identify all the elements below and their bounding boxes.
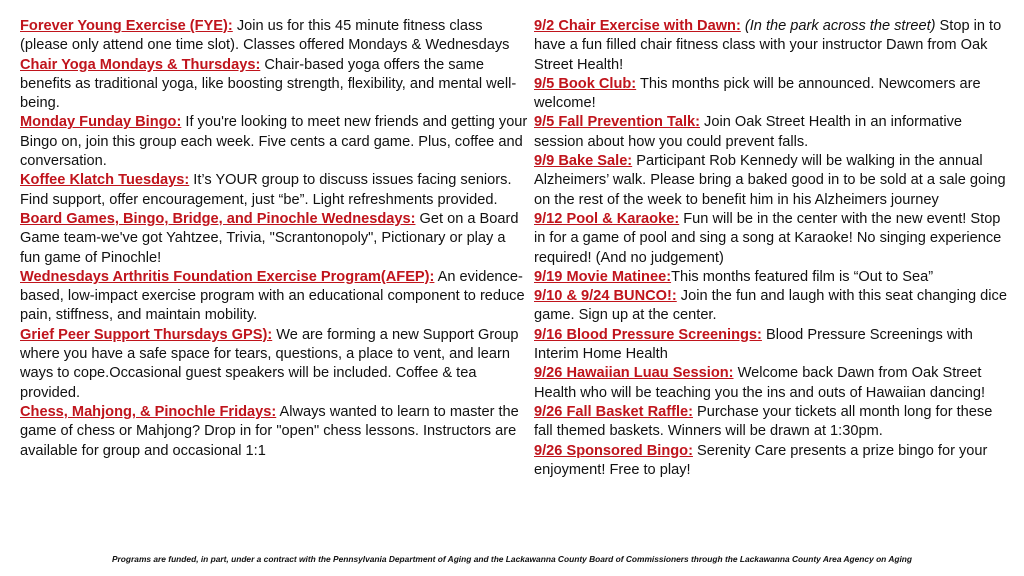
program-description: Chair-based yoga offers the same benefits as traditional yoga, like boosting strength, flexibility, and mental well-being. (20, 56, 517, 112)
event-description: Participant Rob Kennedy will be walking in the annual Alzheimers’ walk. Please bring a baked good in to be sold at a sale going on the rest of the week to benefit him in his Alzheimers journey (534, 153, 1006, 208)
event-title: 9/9 Bake Sale: (534, 153, 633, 170)
event-description: Join Oak Street Health in an informative session about how you could prevent falls. (534, 114, 963, 150)
event-chair-exercise (534, 17, 1012, 75)
event-description: Purchase your tickets all month long for these fall themed baskets. Winners will be drawn at 1:30pm. (534, 403, 993, 440)
program-title: Grief Peer Support Thursdays GPS): (20, 326, 273, 343)
program-chess-mahjong (20, 403, 528, 461)
event-description: Stop in to have a fun filled chair fitness class with your instructor Dawn from Oak Street Health! (534, 18, 1002, 73)
event-bunco (534, 287, 1012, 326)
event-hawaiian-luau (534, 364, 1012, 403)
event-title: 9/26 Hawaiian Luau Session: (534, 365, 734, 382)
program-description: An evidence-based, low-impact exercise program with an educational component to reduce pain, stiffness, and maintain mobility. (20, 268, 525, 324)
program-title: Chair Yoga Mondays & Thursdays: (20, 56, 261, 73)
event-bake-sale (534, 152, 1012, 210)
event-fall-basket-raffle (534, 403, 1012, 442)
program-title: Forever Young Exercise (FYE): (20, 18, 233, 34)
program-description: Get on a Board Game team-we've got Yahtzee, Trivia, "Scrantonopoly", Pictionary or play a fun game of Pinochle! (20, 210, 519, 266)
event-fall-prevention-talk (534, 113, 1012, 152)
event-description: This months featured film is “Out to Sea” (671, 268, 934, 285)
program-arthritis-exercise (20, 268, 528, 326)
program-description: Join us for this 45 minute fitness class (please only attend one time slot). Classes offered Mondays & Wednesdays (20, 18, 510, 54)
event-title: 9/16 Blood Pressure Screenings: (534, 326, 762, 343)
event-description: Join the fun and laugh with this seat changing dice game. Sign up at the center. (534, 288, 1007, 324)
program-grief-peer-support (20, 326, 528, 403)
event-title: 9/26 Fall Basket Raffle: (534, 403, 693, 420)
program-description: It’s YOUR group to discuss issues facing seniors. Find support, offer encouragement, just “be”. Light refreshments provided. (20, 172, 512, 208)
program-koffee-klatch (20, 171, 528, 210)
program-board-games (20, 210, 528, 268)
event-sponsored-bingo (534, 442, 1012, 481)
event-blood-pressure-screenings (534, 326, 1012, 365)
event-book-club (534, 75, 1012, 114)
left-column (20, 17, 528, 461)
event-location-note: (In the park across the street) (740, 18, 936, 34)
event-description: Serenity Care presents a prize bingo for your enjoyment! Free to play! (534, 442, 988, 478)
program-title: Monday Funday Bingo: (20, 114, 182, 131)
event-title: 9/19 Movie Matinee: (534, 268, 672, 285)
program-description: If you're looking to meet new friends and getting your Bingo on, join this group each week. Five cents a card game. Plus, coffee and conversation. (20, 114, 528, 170)
event-description: Blood Pressure Screenings with Interim Home Health (534, 326, 973, 363)
event-title: 9/10 & 9/24 BUNCO!: (534, 288, 677, 305)
event-description: Fun will be in the center with the new event! Stop in for a game of pool and sing a song at Karaoke! No singing experience required! (And no judgement) (534, 210, 1002, 266)
funding-footer: Programs are funded, in part, under a contract with the Pennsylvania Department of Aging and the Lackawanna County Board of Commissioners through the Lackawanna County Area Agency on Aging (111, 554, 913, 564)
program-monday-funday-bingo (20, 113, 528, 171)
program-title: Wednesdays Arthritis Foundation Exercise Program(AFEP): (20, 268, 435, 285)
program-title: Board Games, Bingo, Bridge, and Pinochle Wednesdays: (20, 210, 416, 227)
program-description: We are forming a new Support Group where you have a safe space for tears, questions, a place to vent, and learn ways to cope.Occasional guest speakers will be included. Coffee & tea provided. (20, 326, 519, 401)
event-pool-karaoke (534, 210, 1012, 268)
event-title: 9/26 Sponsored Bingo: (534, 442, 693, 459)
event-title: 9/5 Book Club: (534, 75, 637, 92)
program-title: Koffee Klatch Tuesdays: (20, 172, 190, 189)
event-title: 9/12 Pool & Karaoke: (534, 210, 680, 227)
event-title: 9/5 Fall Prevention Talk: (534, 114, 700, 131)
program-forever-young-exercise (20, 17, 528, 56)
event-movie-matinee (534, 268, 1012, 287)
program-title: Chess, Mahjong, & Pinochle Fridays: (20, 403, 277, 420)
program-description: Always wanted to learn to master the game of chess or Mahjong? Drop in for "open" chess lessons. Instructors are available for group and occasional 1:1 (20, 403, 519, 459)
event-title: 9/2 Chair Exercise with Dawn: (534, 18, 741, 34)
event-description: This months pick will be announced. Newcomers are welcome! (534, 75, 981, 112)
event-description: Welcome back Dawn from Oak Street Health who will be teaching you the ins and outs of Hawaiian dancing! (534, 365, 986, 401)
program-chair-yoga (20, 56, 528, 114)
right-column (534, 17, 1012, 480)
